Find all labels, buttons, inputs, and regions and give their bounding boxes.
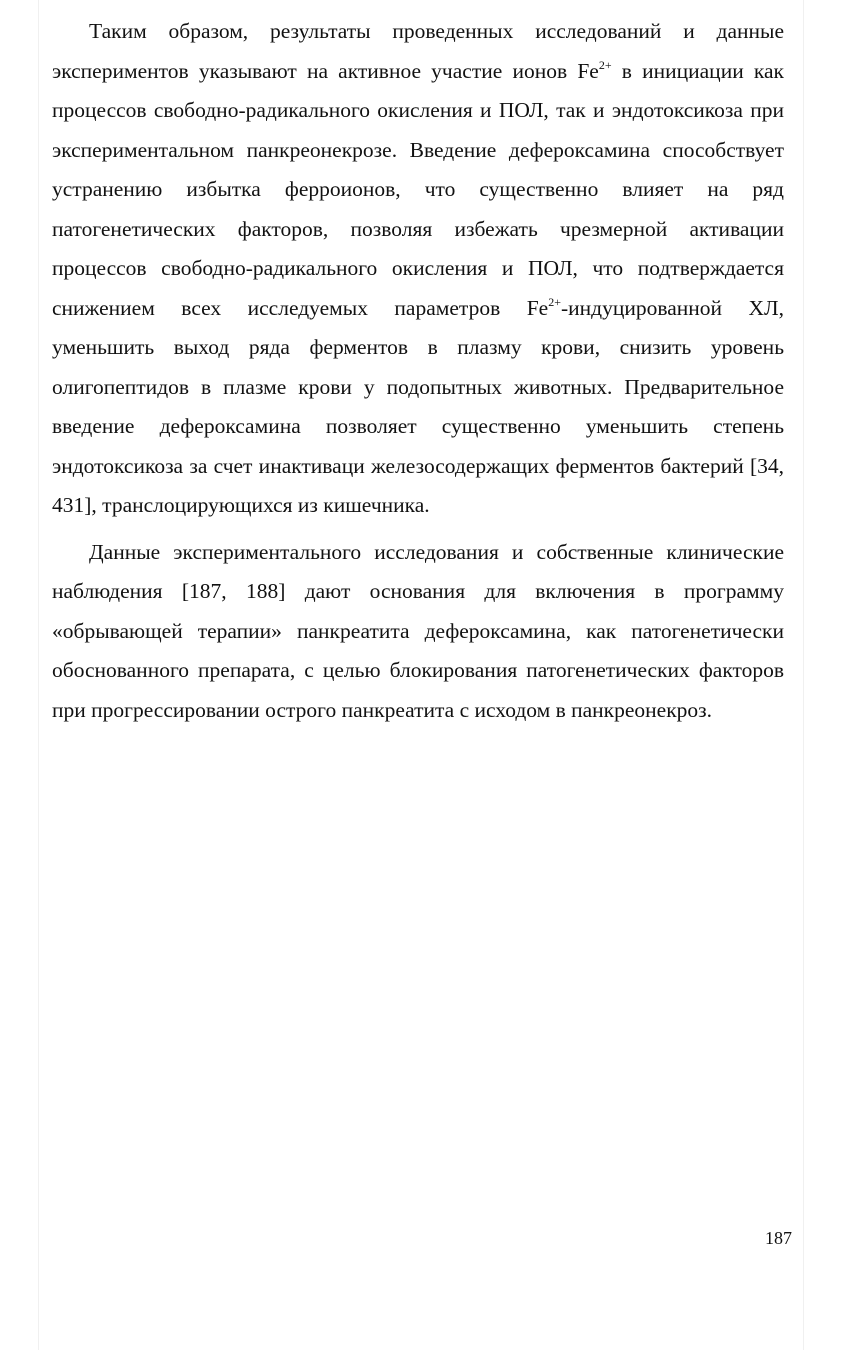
scan-left-edge (38, 0, 39, 1350)
paragraph-text-part-1: Таким образом, результаты проведенных исследований и данные экспериментов указывают на активное участие ионов (52, 19, 784, 83)
page-number: 187 (765, 1228, 792, 1248)
paragraph-text-part-3: -индуцированной ХЛ, уменьшить выход ряда ферментов в плазму крови, снизить уровень олигопептидов в плазме крови у подопытных животных. Предварительное введение дефероксамина позволяет существенно уменьшить степень эндотоксикоза за счет инактиваци железосодержащих ферментов бактерий [34, 431], транслоцирующихся из кишечника. (52, 295, 784, 517)
paragraph-clinical: Данные экспериментального исследования и собственные клинические наблюдения [187, 188] дают основания для включения в программу «обрывающей терапии» панкреатита дефероксамина, как патогенетически обоснованного препарата, с целью блокирования патогенетических факторов при прогрессировании острого панкреатита с исходом в панкреонекроз. (52, 539, 784, 722)
body-text (52, 12, 784, 730)
iron-ion-symbol: Fe (577, 58, 599, 83)
scan-right-edge (803, 0, 804, 1350)
iron-ion-charge: 2+ (598, 57, 612, 72)
paragraph-conclusion (52, 12, 784, 526)
iron-ion-symbol: Fe (526, 295, 549, 320)
iron-ion-charge: 2+ (548, 294, 561, 309)
paragraph-text-part-2: в инициации как процессов свободно-радикального окисления и ПОЛ, так и эндотоксикоза при экспериментальном панкреонекрозе. Введение дефероксамина способствует устранению избытка ферроионов, что существенно влияет на ряд патогенетических факторов, позволяя избежать чрезмерной активации процессов свободно-радикального окисления и ПОЛ, что подтверждается снижением всех исследуемых параметров (52, 58, 784, 320)
